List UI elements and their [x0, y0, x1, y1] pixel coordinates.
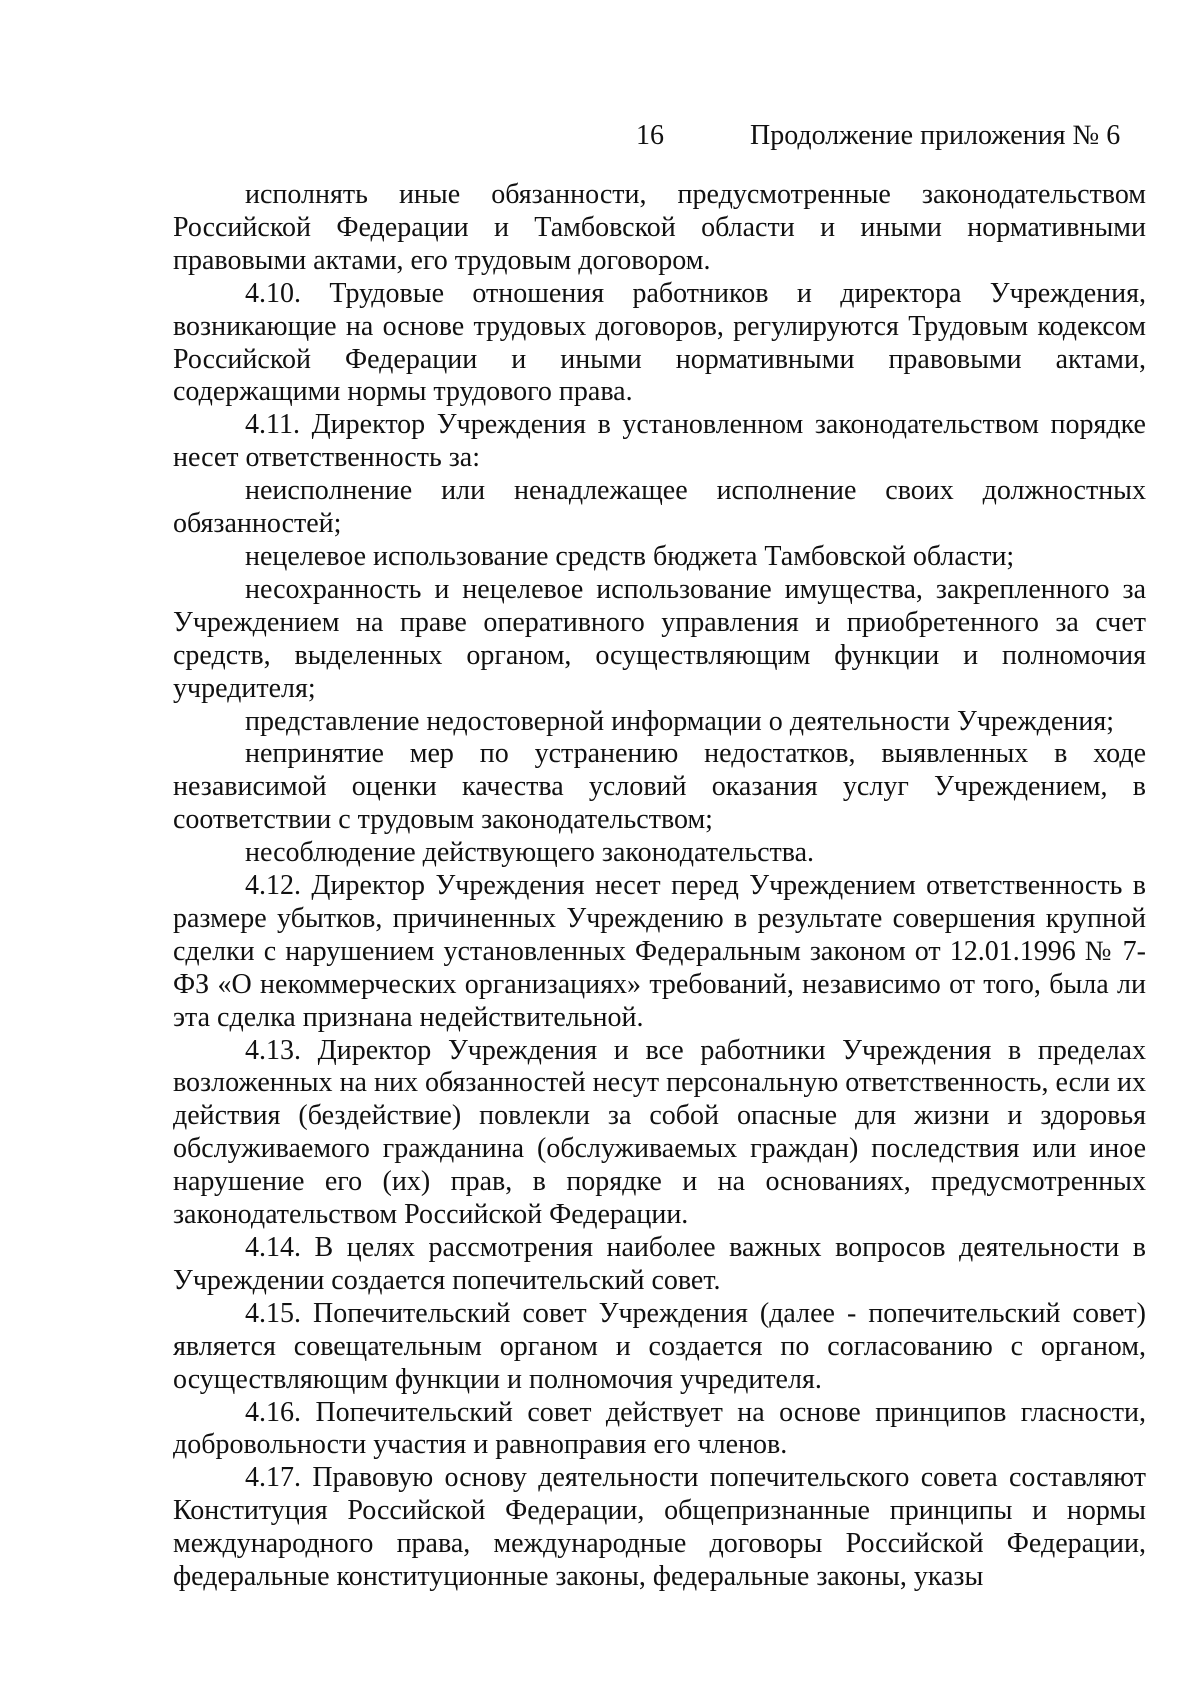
paragraph: 4.15. Попечительский совет Учреждения (далее - попечительский совет) является совещательным органом и создается по согласованию с органом, осуществляющим функции и полномочия учредителя.: [173, 1297, 1146, 1395]
paragraph: 4.17. Правовую основу деятельности попечительского совета составляют Конституция Российской Федерации, общепризнанные принципы и нормы международного права, международные договоры Российской Федерации, федеральные конституционные законы, федеральные законы, указы: [173, 1462, 1146, 1593]
paragraph: непринятие мер по устранению недостатков, выявленных в ходе независимой оценки качества условий оказания услуг Учреждением, в соответствии с трудовым законодательством;: [173, 738, 1146, 836]
paragraph: 4.16. Попечительский совет действует на основе принципов гласности, добровольности участия и равноправия его членов.: [173, 1396, 1146, 1461]
document-body: [173, 179, 1146, 1594]
paragraph: 4.10. Трудовые отношения работников и директора Учреждения, возникающие на основе трудовых договоров, регулируются Трудовым кодексом Российской Федерации и иными нормативными правовыми актами, содержащими нормы трудового права.: [173, 277, 1146, 408]
page-number: 16: [636, 120, 664, 151]
paragraph: исполнять иные обязанности, предусмотренные законодательством Российской Федерации и Тамбовской области и иными нормативными правовыми актами, его трудовым договором.: [173, 179, 1146, 276]
page-header: [0, 116, 1200, 156]
paragraph: 4.12. Директор Учреждения несет перед Учреждением ответственность в размере убытков, причиненных Учреждению в результате совершения крупной сделки с нарушением установленных Федеральным законом от 12.01.1996 № 7-ФЗ «О некоммерческих организациях» требований, независимо от того, была ли эта сделка признана недействительной.: [173, 870, 1146, 1033]
paragraph: несохранность и нецелевое использование имущества, закрепленного за Учреждением на праве оперативного управления и приобретенного за счет средств, выделенных органом, осуществляющим функции и полномочия учредителя;: [173, 573, 1146, 704]
paragraph: представление недостоверной информации о деятельности Учреждения;: [245, 705, 1114, 737]
appendix-continuation-label: Продолжение приложения № 6: [750, 120, 1121, 151]
paragraph: нецелевое использование средств бюджета Тамбовской области;: [245, 540, 1015, 572]
paragraph: неисполнение или ненадлежащее исполнение своих должностных обязанностей;: [173, 475, 1146, 540]
paragraph: 4.13. Директор Учреждения и все работники Учреждения в пределах возложенных на них обязанностей несут персональную ответственность, если их действия (бездействие) повлекли за собой опасные для жизни и здоровья обслуживаемого гражданина (обслуживаемых граждан) последствия или иное нарушение его (их) прав, в порядке и на основаниях, предусмотренных законодательством Российской Федерации.: [173, 1034, 1146, 1231]
paragraph: 4.11. Директор Учреждения в установленном законодательством порядке несет ответственность за:: [173, 409, 1146, 474]
paragraph: несоблюдение действующего законодательства.: [245, 837, 815, 869]
paragraph: 4.14. В целях рассмотрения наиболее важных вопросов деятельности в Учреждении создается попечительский совет.: [173, 1232, 1146, 1296]
